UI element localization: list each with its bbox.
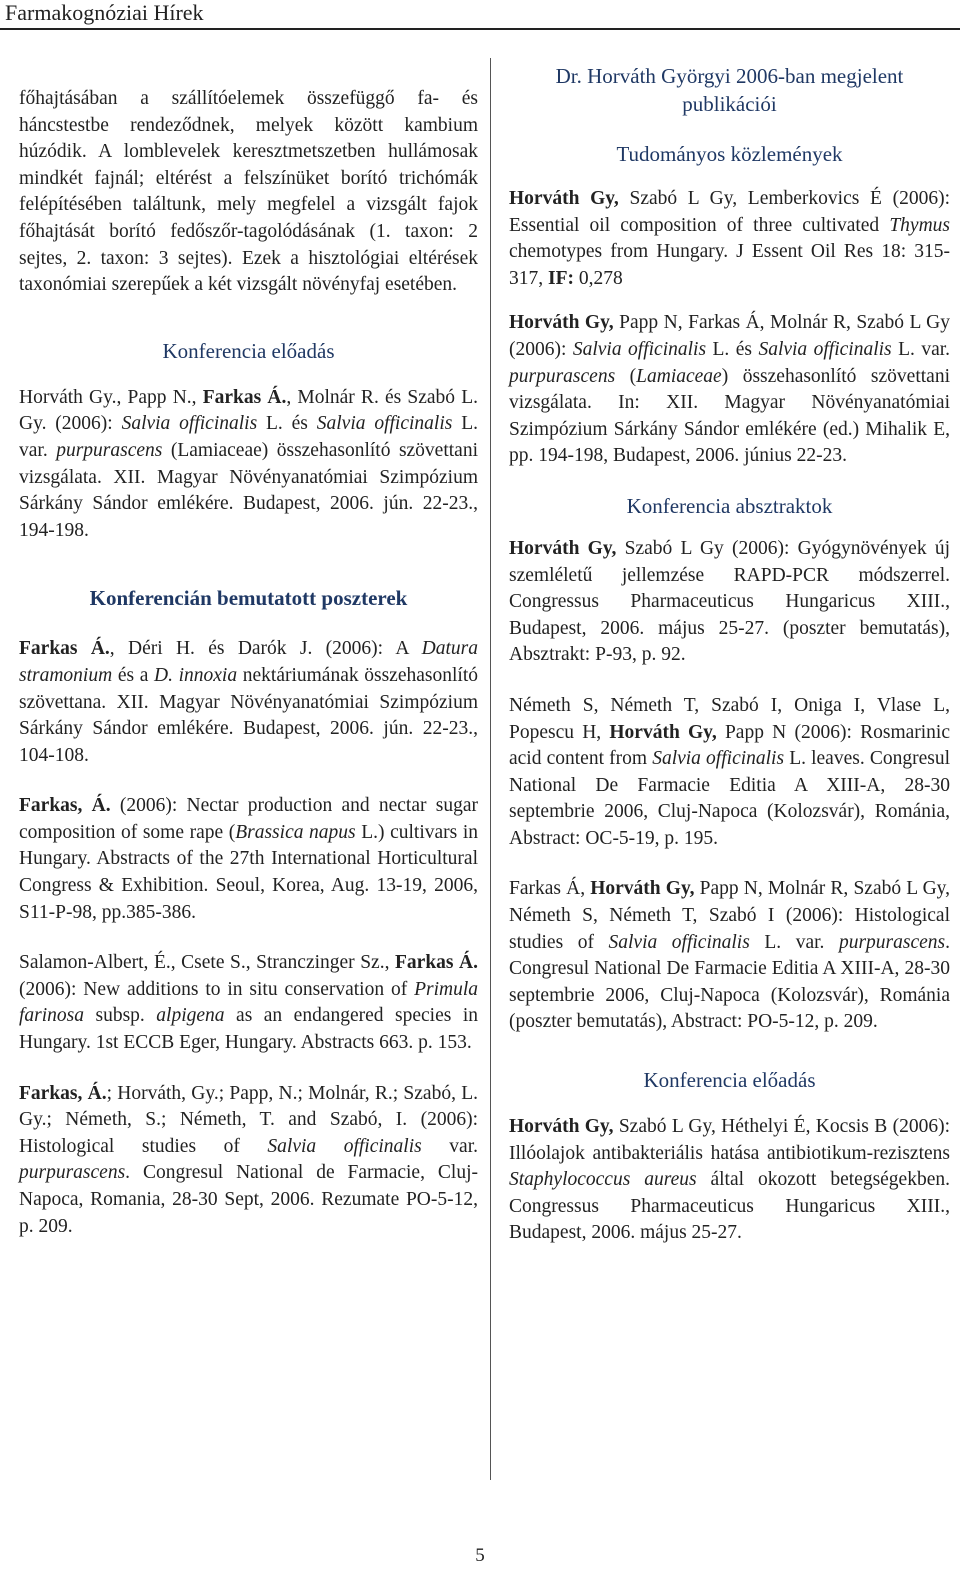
conference-abstracts-heading: Konferencia absztraktok (626, 493, 833, 518)
poster-reference-3: Salamon-Albert, É., Csete S., Stranczinger Sz., Farkas Á. (2006): New additions to in situ conservation of Primula farinosa subsp. alpigena as an endangered species in Hungary. 1st ECCB Eger, Hungary. Abstracts 663. p. 153. (19, 952, 478, 1054)
poster-reference-1: Farkas Á., Déri H. és Darók J. (2006): A Datura stramonium és a D. innoxia nektáriumának összehasonlító szövettana. XII. Magyar Növényanatómiai Szimpózium Sárkány Sándor emlékére. Budapest, 2006. jún. 22-23., 104-108. (19, 638, 478, 766)
abstract-reference-3: Farkas Á, Horváth Gy, Papp N, Molnár R, Szabó L Gy, Németh S, Németh T, Szabó I (2006): Histological studies of Salvia officinalis L. var. purpurascens. Congresul National De Farmacie Editia A XIII-A, 28-30 septembrie 2006, Cluj-Napoca (Kolozsvár), Románia (poszter bemutatás), Abstract: PO-5-12, p. 209. (509, 878, 951, 1033)
scientific-papers-heading: Tudományos közlemények (616, 142, 843, 166)
right-column (509, 62, 950, 1247)
scientific-paper-1: Horváth Gy, Szabó L Gy, Lemberkovics É (2006): Essential oil composition of three cultivated Thymus chemotypes from Hungary. J Essent Oil Res 18: 315-317, IF: 0,278 (509, 188, 950, 289)
conference-talk-heading: Konferencia előadás (162, 338, 335, 363)
running-header (0, 0, 960, 30)
journal-title: Farmakognóziai Hírek (5, 0, 204, 25)
conference-talk-heading-right: Konferencia előadás (643, 1068, 816, 1093)
abstract-reference-2: Németh S, Németh T, Szabó I, Oniga I, Vlase L, Popescu H, Horváth Gy, Papp N (2006): Rosmarinic acid content from Salvia officinalis L. leaves. Congresul National De Farmacie Editia A XIII-A, 28-30 septembrie 2006, Cluj-Napoca (Kolozsvár), Románia, Abstract: OC-5-19, p. 195. (509, 694, 951, 849)
left-column (19, 86, 478, 1240)
conference-talk-reference-right: Horváth Gy, Szabó L Gy, Héthelyi É, Kocsis B (2006): Illóolajok antibakteriális hatása antibiotikum-rezisztens Staphylococcus aureus által okozott betegségekben. Congressus Pharmaceuticus Hungaricus XIII., Budapest, 2006. május 25-27. (509, 1116, 950, 1244)
abstract-reference-1: Horváth Gy, Szabó L Gy (2006): Gyógynövények új szemléletű jellemzése RAPD-PCR módszerrel. Congressus Pharmaceuticus Hungaricus XIII., Budapest, 2006. május 25-27. (poszter bemutatás), Absztrakt: P-93, p. 92. (509, 537, 950, 666)
conference-talk-reference: Horváth Gy., Papp N., Farkas Á., Molnár R. és Szabó L. Gy. (2006): Salvia officinalis L. és Salvia officinalis L. var. purpurascens (Lamiaceae) összehasonlító szövettani vizsgálata. XII. Magyar Növényanatómiai Szimpózium Sárkány Sándor emlékére. Budapest, 2006. jún. 22-23., 194-198. (19, 386, 478, 541)
posters-heading: Konferencián bemutatott poszterek (89, 586, 408, 611)
column-divider (490, 58, 491, 1480)
scientific-paper-2: Horváth Gy, Papp N, Farkas Á, Molnár R, Szabó L Gy (2006): Salvia officinalis L. és Salvia officinalis L. var. purpurascens (Lamiaceae) összehasonlító szövettani vizsgálata. In: XII. Magyar Növényanatómiai Szimpózium Sárkány Sándor emlékére (ed.) Mihalik E, pp. 194-198, Budapest, 2006. június 22-23. (509, 312, 951, 467)
intro-paragraph: főhajtásában a szállítóelemek összefüggő fa- és háncstestbe rendeződnek, melyek között kambium húzódik. A lomblevelek keresztmetszetben hullámosak mindkét fajnál; eltérést a felszínüket borító trichómák felépítésében találtunk, mely megfelel a vizsgált fajok főhajtását borító fedőszőr-tagolódásának (1. taxon: 2 sejtes, 2. taxon: 3 sejtes). Ezek a hisztológiai eltérések taxonómiai szerepűek a két vizsgált növényfaj esetében. (19, 88, 478, 296)
poster-reference-4: Farkas, Á.; Horváth, Gy.; Papp, N.; Molnár, R.; Szabó, L. Gy.; Németh, S.; Németh, T. and Szabó, I. (2006): Histological studies of Salvia officinalis var. purpurascens. Congresul National de Farmacie, Cluj-Napoca, Romania, 28-30 Sept, 2006. Rezumate PO-5-12, p. 209. (19, 1082, 478, 1237)
page-number: 5 (475, 1545, 485, 1566)
poster-reference-2: Farkas, Á. (2006): Nectar production and nectar sugar composition of some rape (Brassica napus L.) cultivars in Hungary. Abstracts of the 27th International Horticultural Congress & Exhibition. Seoul, Korea, Aug. 13-19, 2006, S11-P-98, pp.385-386. (19, 795, 479, 923)
page-title: Dr. Horváth Györgyi 2006-ban megjelent publikációi (555, 64, 904, 116)
